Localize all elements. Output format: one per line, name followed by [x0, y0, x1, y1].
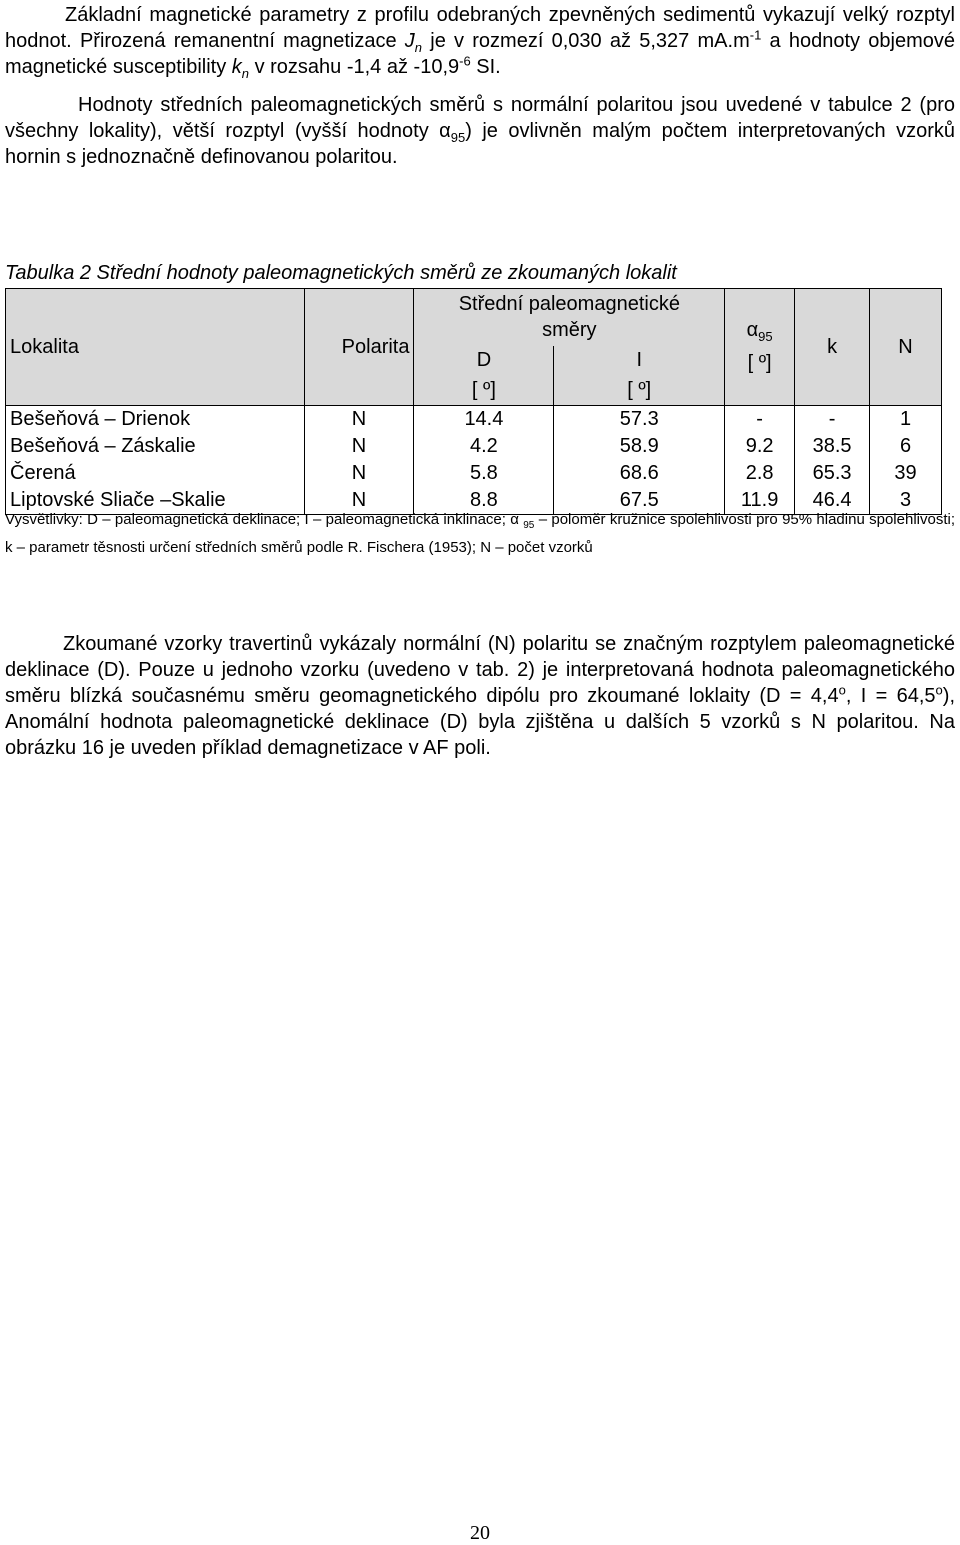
- table-row: Bešeňová – Drienok N 14.4 57.3 - - 1: [6, 406, 942, 434]
- header-alpha95: $\alpha_{95}$ [ º]: [725, 289, 795, 406]
- header-d: D: [414, 346, 554, 376]
- header-n: N: [870, 289, 942, 406]
- table-row: Čerená N 5.8 68.6 2.8 65.3 39: [6, 460, 942, 487]
- table-row: Bešeňová – Záskalie N 4.2 58.9 9.2 38.5 6: [6, 433, 942, 460]
- header-k: k: [795, 289, 870, 406]
- paragraph-mean-directions: Hodnoty středních paleomagnetických směrů s normální polaritou jsou uvedené v tabulce 2 (pro všechny lokality), větší rozptyl (vyšší hodnoty $\alpha_{95}$) je ovlivněn malým počtem interpretovaných vzorků hornin s jednoznačně definovanou polaritou.: [5, 94, 955, 168]
- header-polarita: Polarita: [304, 289, 414, 406]
- header-stredni-smery: Střední paleomagnetické směry: [414, 289, 725, 346]
- page-number: 20: [470, 1522, 490, 1544]
- header-d-unit: [ º]: [414, 375, 554, 405]
- header-i-unit: [ º]: [554, 375, 725, 405]
- paragraph-magnetic-parameters: Základní magnetické parametry z profilu odebraných zpevněných sedimentů vykazují velký rozptyl hodnot. Přirozená remanentní magnetizace $J_n$ je v rozmezí 0,030 až 5,327 $mA.m^{-1}$ a hodnoty objemové magnetické susceptibility $k_n$ v rozsahu -1,4 až $-10,9^{-6}$ SI.: [5, 4, 955, 81]
- table-header-row-1: [6, 289, 942, 346]
- table-caption: Tabulka 2 Střední hodnoty paleomagnetických směrů ze zkoumaných lokalit: [5, 262, 677, 284]
- paleomagnetic-table: [5, 288, 942, 515]
- table-row: Liptovské Sliače –Skalie N 8.8 67.5 11.9 46.4 3: [6, 487, 942, 515]
- paragraph-travertine-samples: Zkoumané vzorky travertinů vykázaly normální (N) polaritu se značným rozptylem paleomagnetické deklinace (D). Pouze u jednoho vzorku (uvedeno v tab. 2) je interpretovaná hodnota paleomagnetického směru blízká současnému směru geomagnetického dipólu pro zkoumané loklaity ($D = 4,4^o$, $I = 64,5^o$), Anomální hodnota paleomagnetické deklinace (D) byla zjištěna u dalších 5 vzorků s N polaritou. Na obrázku 16 je uveden příklad demagnetizace v AF poli.: [5, 633, 955, 759]
- header-i: I: [554, 346, 725, 376]
- header-lokalita: Lokalita: [6, 289, 305, 406]
- table-notes: Vysvětlivky: D – paleomagnetická deklinace; I – paleomagnetická inklinace; α $_{95}$ – poloměr kružnice spolehlivosti pro 95% hladinu spolehlivosti; k – parametr těsnosti určení středních směrů podle R. Fischera (1953); N – počet vzorků: [5, 511, 955, 556]
